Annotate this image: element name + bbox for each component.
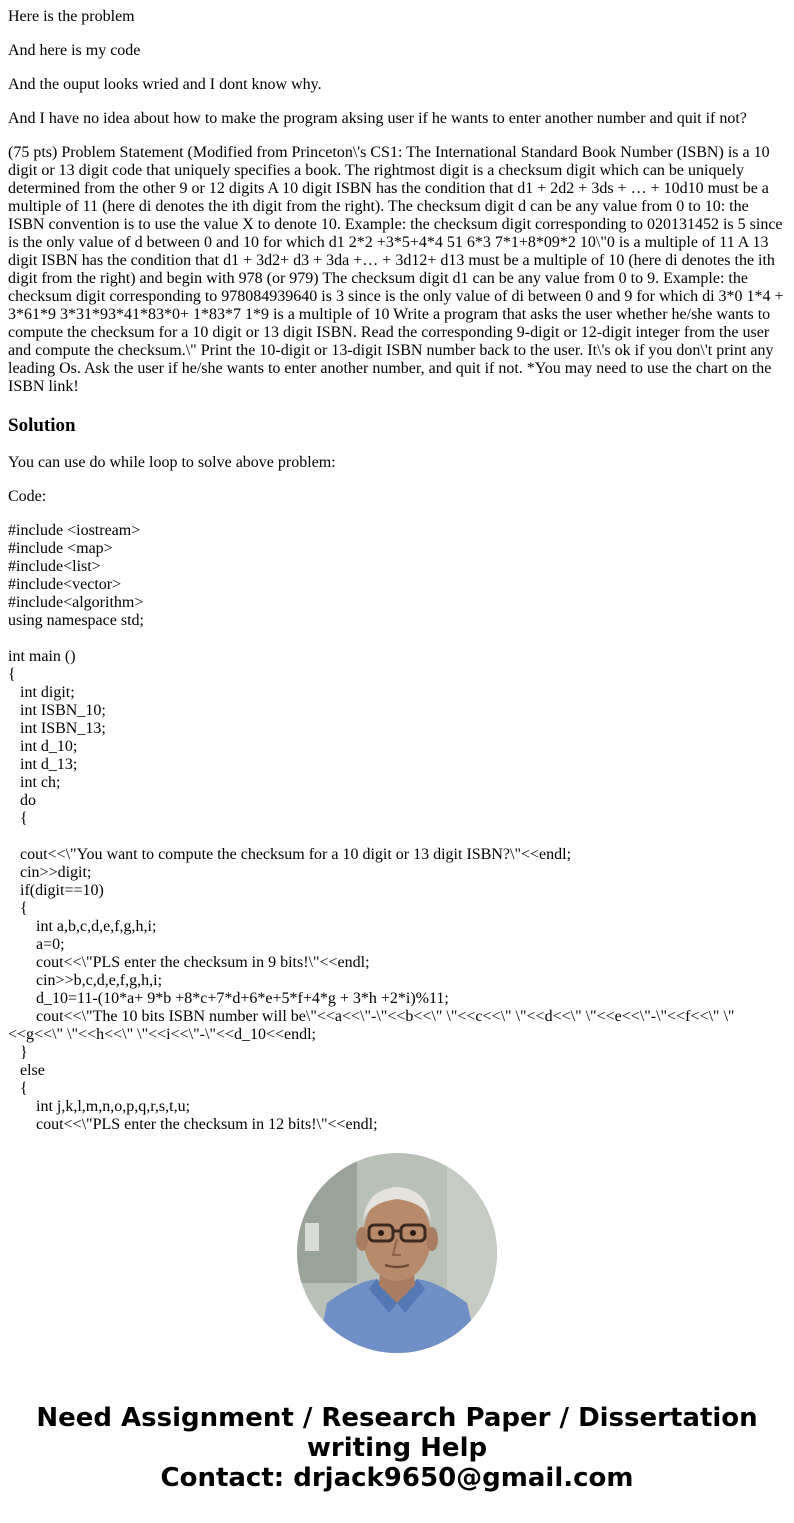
promo-contact[interactable]: Contact: drjack9650@gmail.com: [160, 1463, 634, 1493]
author-photo: [297, 1153, 497, 1353]
question-intro-2: And here is my code: [8, 42, 141, 59]
question-intro-1: Here is the problem: [8, 8, 135, 25]
code-label: Code:: [8, 488, 47, 505]
solution-heading: Solution: [8, 415, 76, 436]
promo-line-2: writing Help: [306, 1433, 488, 1463]
code-block: #include <iostream> #include <map> #include<list> #include<vector> #include<algorithm> using namespace std; int main () { int digit; int ISBN_10; int ISBN_13; int d_10; int d_13; int ch; do { cout<<\"You want to compute the checksum for a 10 digit or 13 digit ISBN?\"<<endl; cin>>digit; if(digit==10) { int a,b,c,d,e,f,g,h,i; a=0; cout<<\"PLS enter the checksum in 9 bits!\"<<endl; cin>>b,c,d,e,f,g,h,i; d_10=11-(10*a+ 9*b +8*c+7*d+6*e+5*f+4*g + 3*h +2*i)%11; cout<<\"The 10 bits ISBN number will be\"<<a<<\"-\"<<b<<\" \"<<c<<\" \"<<d<<\" \"<<e<<\"-\"<<f<<\" \"<<g<<\" \"<<h<<\" \"<<i<<\"-\"<<d_10<<endl; } else { int j,k,l,m,n,o,p,q,r,s,t,u; cout<<\"PLS enter the checksum in 12 bits!\"<<endl;: [8, 522, 735, 1133]
promo-line-1: Need Assignment / Research Paper / Dissertation: [36, 1403, 758, 1433]
problem-statement: (75 pts) Problem Statement (Modified from Princeton\'s CS1: The International Standard Book Number (ISBN) is a 10 digit or 13 digit code that uniquely specifies a book. The rightmost digit is a checksum digit which can be uniquely determined from the other 9 or 12 digits A 10 digit ISBN has the condition that d1 + 2d2 + 3ds + … + 10d10 must be a multiple of 11 (here di denotes the ith digit from the right). The checksum digit d can be any value from 0 to 10: the ISBN convention is to use the value X to denote 10. Example: the checksum digit corresponding to 020131452 is 5 since is the only value of d between 0 and 10 for which d1 2*2 +3*5+4*4 51 6*3 7*1+8*09*2 10\"0 is a multiple of 11 A 13 digit ISBN has the condition that d1 + 3d2+ d3 + 3da +… + 3d12+ d13 must be a multiple of 10 (here di denotes the ith digit from the right) and begin with 978 (or 979) The checksum digit d1 can be any value from 0 to 9. Example: the checksum digit corresponding to 978084939640 is 3 since is the only value of di between 0 and 9 for which di 3*0 1*4 + 3*61*9 3*31*93*41*83*0+ 1*83*7 1*9 is a multiple of 10 Write a program that asks the user whether he/she wants to compute the checksum for a 10 digit or 13 digit ISBN. Read the corresponding 9-digit or 12-digit integer from the user and compute the checksum.\" Print the 10-digit or 13-digit ISBN number back to the user. It\'s ok if you don\'t print any leading Os. Ask the user if he/she wants to enter another number, and quit if not. *You may need to use the chart on the ISBN link!: [8, 144, 788, 395]
solution-intro: You can use do while loop to solve above problem:: [8, 454, 336, 471]
question-intro-3: And the ouput looks wried and I dont know why.: [8, 76, 322, 93]
author-photo-icon: [297, 1153, 497, 1353]
promo-banner: [0, 1403, 794, 1493]
question-intro-4: And I have no idea about how to make the program aksing user if he wants to enter another number and quit if not?: [8, 110, 747, 127]
main-content: [8, 0, 788, 1133]
